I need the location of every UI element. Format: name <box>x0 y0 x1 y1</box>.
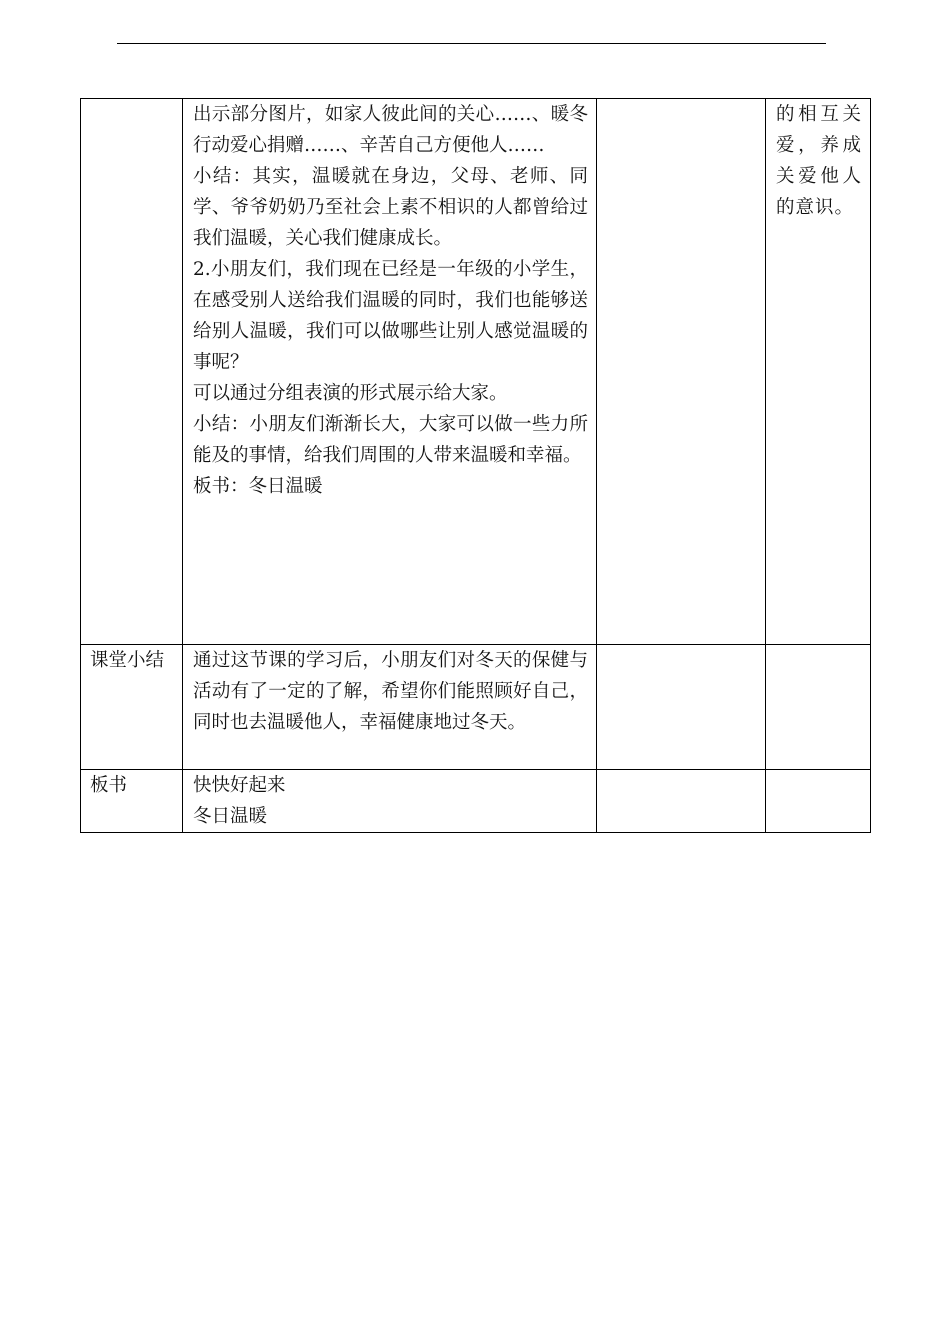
activity-goal-text: 的相互关爱，养成关爱他人的意识。 <box>776 104 862 218</box>
activity-paragraph-summary-1: 小结：其实，温暖就在身边，父母、老师、同学、爷爷奶奶乃至社会上素不相识的人都曾给过我们温暖，关心我们健康成长。 <box>193 166 588 249</box>
summary-content-cell <box>183 645 597 770</box>
board-label-cell <box>81 770 183 833</box>
board-label: 板书 <box>90 775 128 796</box>
summary-text: 通过这节课的学习后，小朋友们对冬天的保健与活动有了一定的了解，希望你们能照顾好自己，同时也去温暖他人，幸福健康地过冬天。 <box>193 650 588 733</box>
board-goal-cell <box>766 770 871 833</box>
activity-paragraph-group-performance: 可以通过分组表演的形式展示给大家。 <box>193 383 508 404</box>
activity-label-cell <box>81 99 183 645</box>
activity-content-cell <box>183 99 597 645</box>
activity-paragraph-question-2: 2.小朋友们，我们现在已经是一年级的小学生，在感受别人送给我们温暖的同时，我们也能够送给别人温暖，我们可以做哪些让别人感觉温暖的事呢？ <box>193 259 588 373</box>
table-row-board <box>81 770 871 833</box>
activity-paragraph-summary-2: 小结：小朋友们渐渐长大，大家可以做一些力所能及的事情，给我们周围的人带来温暖和幸福。 <box>193 414 588 466</box>
activity-student-cell <box>597 99 766 645</box>
summary-label: 课堂小结 <box>90 650 165 671</box>
summary-label-cell <box>81 645 183 770</box>
table-row-activity <box>81 99 871 645</box>
board-student-cell <box>597 770 766 833</box>
board-line-1: 快快好起来 <box>193 775 286 796</box>
board-line-2: 冬日温暖 <box>193 806 268 827</box>
summary-student-cell <box>597 645 766 770</box>
header-rule <box>117 43 826 44</box>
activity-paragraph-board-note: 板书：冬日温暖 <box>193 476 323 497</box>
activity-paragraph-images: 出示部分图片，如家人彼此间的关心……、暖冬行动爱心捐赠……、辛苦自己方便他人…… <box>193 104 588 156</box>
table-row-summary <box>81 645 871 770</box>
summary-goal-cell <box>766 645 871 770</box>
lesson-plan-table <box>80 98 871 833</box>
board-content-cell <box>183 770 597 833</box>
activity-goal-cell <box>766 99 871 645</box>
